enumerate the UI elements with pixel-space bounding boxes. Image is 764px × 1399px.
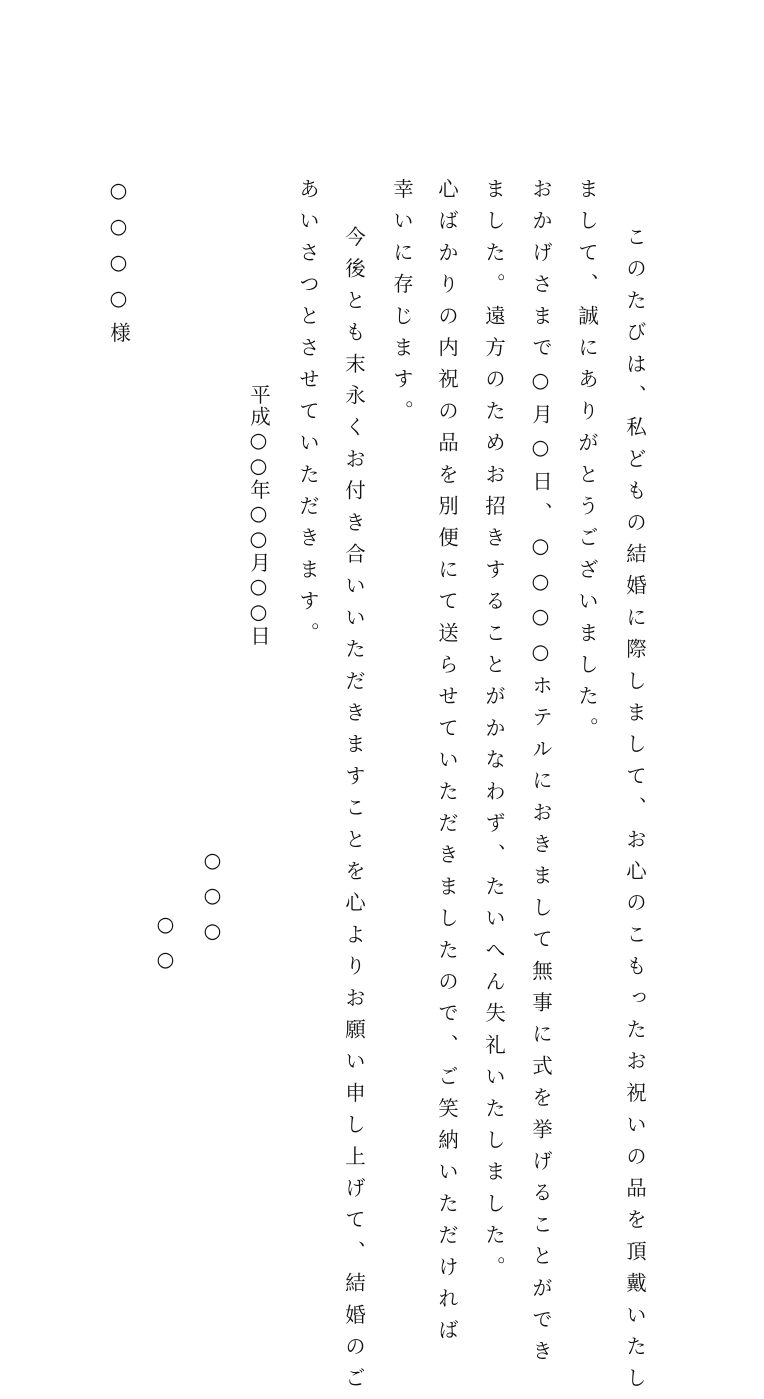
recipient-name: ○○○○様 xyxy=(106,178,131,355)
body-line-5: 心ばかりの内祝の品を別便にて送らせていただきましたので、ご笑納いただければ xyxy=(434,178,459,1351)
body-line-1: このたびは、私どもの結婚に際しまして、お心のこもったお祝いの品を頂戴いたし xyxy=(622,226,647,1399)
body-line-2: まして、誠にありがとうございました。 xyxy=(574,178,599,749)
body-line-6: 幸いに存じます。 xyxy=(389,178,414,432)
sender-name-line-2: ○○ xyxy=(153,912,178,983)
sender-name-line-1: ○○○ xyxy=(200,848,225,954)
body-line-3: おかげさまで○月○日、○○○○ホテルにおきまして無事に式を挙げることができ xyxy=(528,178,553,1372)
body-line-7: 今後とも末永くお付き合いいただきますことを心よりお願い申し上げて、結婚のご xyxy=(341,226,366,1399)
letter-date: 平成○○年○○月○○日 xyxy=(246,384,271,647)
body-line-4: ました。遠方のためお招きすることがかなわず、たいへん失礼いたしました。 xyxy=(481,178,506,1288)
body-line-8: あいさつとさせていただきます。 xyxy=(295,178,320,654)
